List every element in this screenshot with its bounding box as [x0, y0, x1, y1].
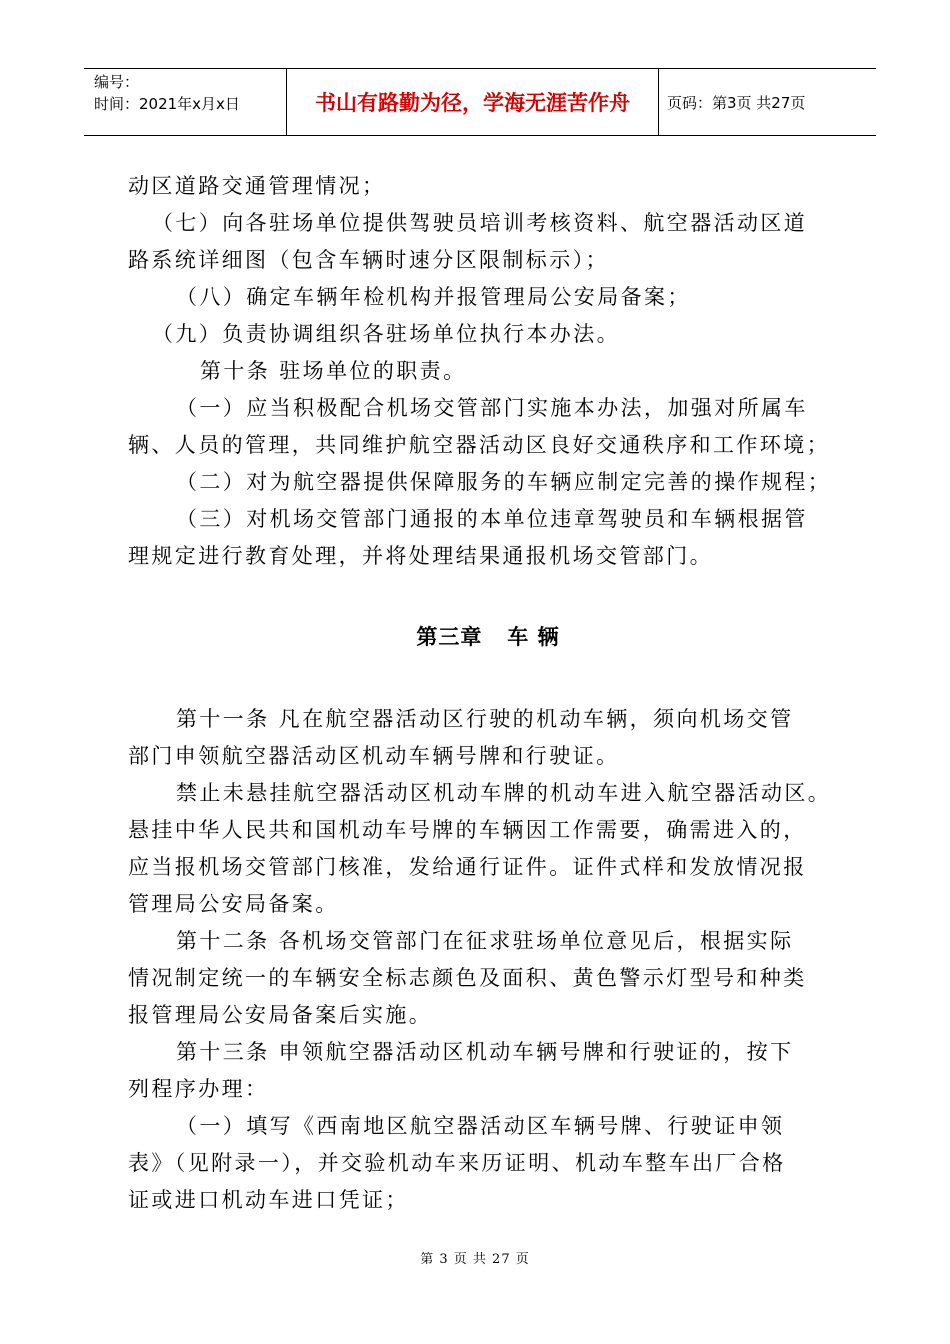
text-line: 第十一条 凡在航空器活动区行驶的机动车辆，须向机场交管	[176, 707, 794, 731]
text-line: 动区道路交通管理情况；	[128, 174, 386, 198]
text-line: 应当报机场交管部门核准，发给通行证件。证件式样和发放情况报	[128, 855, 807, 879]
text-line: 列程序办理：	[128, 1077, 269, 1101]
text-line: 禁止未悬挂航空器活动区机动车牌的机动车进入航空器活动区。	[176, 781, 832, 805]
text-line: （一）应当积极配合机场交管部门实施本办法，加强对所属车	[176, 396, 808, 420]
document-body	[128, 168, 848, 1219]
text-line: （三）对机场交管部门通报的本单位违章驾驶员和车辆根据管	[176, 507, 808, 531]
text-line: 悬挂中华人民共和国机动车号牌的车辆因工作需要，确需进入的，	[128, 818, 807, 842]
text-line: （八）确定车辆年检机构并报管理局公安局备案；	[176, 285, 691, 309]
text-line: 表》（见附录一），并交验机动车来历证明、机动车整车出厂合格	[128, 1151, 786, 1175]
text-line: 部门申领航空器活动区机动车辆号牌和行驶证。	[128, 744, 620, 768]
text-line: 路系统详细图（包含车辆时速分区限制标示）；	[128, 248, 609, 272]
text-line: 情况制定统一的车辆安全标志颜色及面积、黄色警示灯型号和种类	[128, 966, 807, 990]
text-line: 第十三条 申领航空器活动区机动车辆号牌和行驶证的，按下	[176, 1040, 794, 1064]
text-line: （二）对为航空器提供保障服务的车辆应制定完善的操作规程；	[176, 470, 832, 494]
text-line: （七）向各驻场单位提供驾驶员培训考核资料、航空器活动区道	[152, 211, 808, 235]
chapter-title-text: 第三章 车 辆	[416, 625, 560, 649]
header-page-info: 页码：第3页 共27页	[667, 93, 806, 112]
document-time-label: 时间：2021年x月x日	[94, 95, 240, 113]
page-footer: 第 3 页 共 27 页	[420, 1252, 530, 1267]
article-heading: 第十条 驻场单位的职责。	[200, 359, 467, 383]
text-line: （一）填写《西南地区航空器活动区车辆号牌、行驶证申领	[176, 1114, 785, 1138]
text-line: 管理局公安局备案。	[128, 892, 339, 916]
header-meta	[84, 69, 287, 135]
header-motto: 书山有路勤为径，学海无涯苦作舟	[287, 69, 659, 135]
text-line: 理规定进行教育处理，并将处理结果通报机场交管部门。	[128, 544, 713, 568]
text-line: 第十二条 各机场交管部门在征求驻场单位意见后，根据实际	[176, 929, 794, 953]
chapter-title	[128, 621, 848, 651]
page-header	[84, 68, 876, 136]
text-line: 证或进口机动车进口凭证；	[128, 1188, 409, 1212]
text-line: 辆、人员的管理，共同维护航空器活动区良好交通秩序和工作环境；	[128, 433, 830, 457]
document-number-label: 编号：	[94, 73, 140, 91]
text-line: （九）负责协调组织各驻场单位执行本办法。	[152, 322, 620, 346]
text-line: 报管理局公安局备案后实施。	[128, 1003, 433, 1027]
